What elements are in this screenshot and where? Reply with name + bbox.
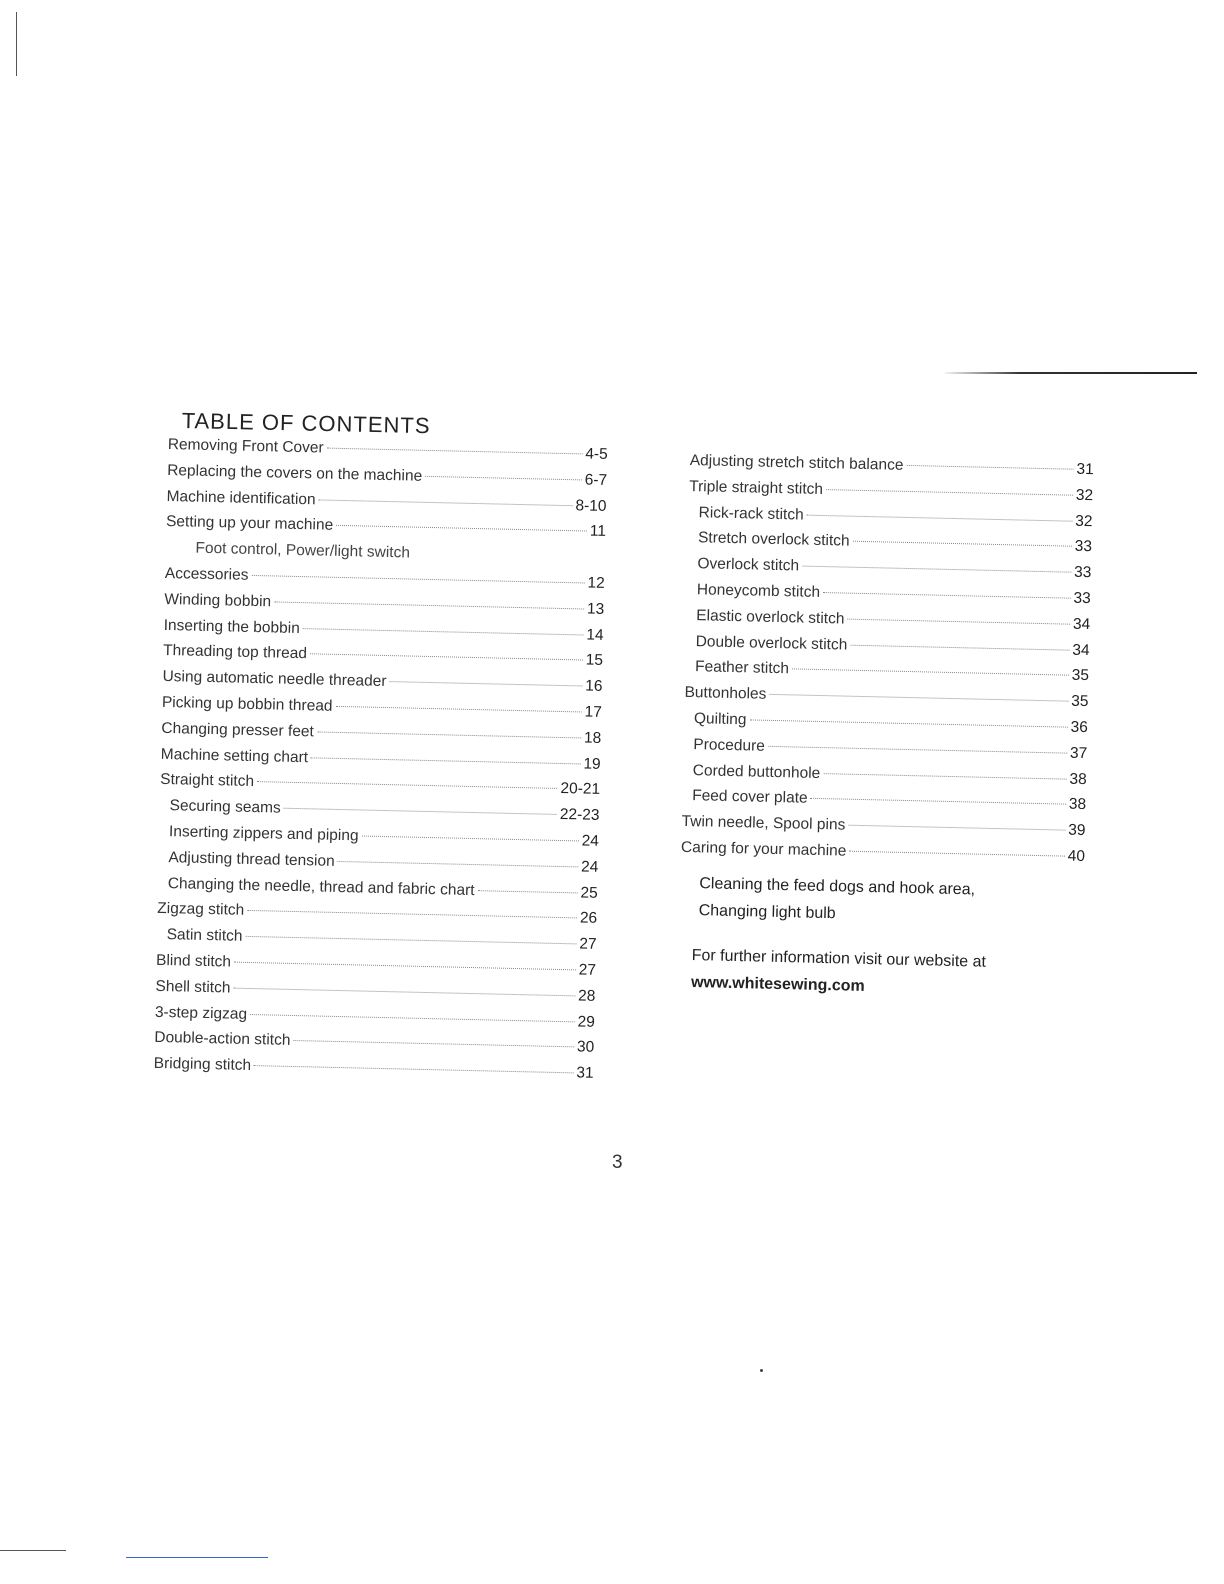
toc-entry-label: Setting up your machine — [165, 513, 334, 535]
dot-leader — [247, 910, 577, 918]
dot-leader — [826, 489, 1073, 496]
toc-entry-label: Double-action stitch — [154, 1029, 291, 1050]
dot-leader — [251, 575, 584, 584]
toc-entry-page: 39 — [1068, 821, 1086, 840]
toc-entry-label: Accessories — [164, 564, 249, 584]
dot-leader — [317, 731, 581, 738]
care-subitem: Cleaning the feed dogs and hook area, — [699, 875, 976, 899]
toc-entry-page: 22-23 — [559, 806, 600, 825]
dot-leader — [811, 798, 1066, 805]
toc-entry-label: Elastic overlock stitch — [696, 606, 845, 628]
toc-entry-page: 34 — [1072, 615, 1091, 633]
toc-entry-label: Buttonholes — [684, 684, 767, 703]
toc-entry-page: 11 — [589, 522, 607, 541]
toc-entry-page: 32 — [1075, 486, 1094, 504]
website-info — [690, 875, 1072, 1005]
toc-entry-label: Foot control, Power/light switch — [195, 539, 411, 562]
dot-leader — [336, 706, 582, 713]
toc-entry-label: Using automatic needle threader — [162, 668, 387, 691]
dot-leader — [245, 936, 576, 945]
toc-entry-label: Rick-rack stitch — [698, 503, 804, 524]
toc-entry-label: Removing Front Cover — [167, 436, 324, 457]
dot-leader — [769, 694, 1068, 702]
toc-entry-label: Inserting the bobbin — [163, 616, 301, 637]
toc-entry-page: 4-5 — [585, 445, 608, 463]
toc-entry-label: Threading top thread — [162, 642, 308, 663]
toc-entry-label: Straight stitch — [160, 771, 255, 791]
toc-entry-page: 30 — [576, 1038, 595, 1057]
scan-speck — [760, 1369, 763, 1372]
dot-leader — [293, 1040, 574, 1047]
toc-entry-label: Picking up bobbin thread — [161, 693, 333, 715]
toc-entry-page: 6-7 — [584, 471, 608, 489]
toc-entry-page: 18 — [583, 729, 602, 747]
toc-entry-page: 12 — [587, 574, 605, 592]
dot-leader — [850, 644, 1069, 650]
toc-entry-label: Adjusting thread tension — [168, 848, 335, 870]
toc-entry-label: Changing presser feet — [161, 719, 315, 741]
toc-entry-label: Replacing the covers on the machine — [167, 461, 423, 485]
header-rule — [945, 372, 1197, 374]
toc-entry-page: 27 — [578, 961, 597, 979]
toc-entry-label: Adjusting stretch stitch balance — [689, 452, 904, 474]
toc-entry-label: Blind stitch — [155, 951, 232, 971]
toc-entry-page: 29 — [577, 1012, 596, 1031]
toc-entry-label: Quilting — [693, 710, 747, 729]
toc-entry-label: Winding bobbin — [164, 590, 272, 611]
toc-entry-label: Machine identification — [166, 487, 316, 508]
blue-underline — [126, 1557, 268, 1558]
dot-leader — [847, 618, 1070, 624]
toc-entry-label: Shell stitch — [155, 977, 231, 997]
dot-leader — [254, 1065, 573, 1073]
page-number: 3 — [612, 1152, 623, 1173]
toc-entry-label: Overlock stitch — [697, 555, 800, 575]
toc-entry-label: Changing the needle, thread and fabric chart — [167, 874, 475, 899]
toc-entry-page: 25 — [580, 884, 598, 902]
dot-leader — [234, 962, 576, 971]
toc-entry-label: Double overlock stitch — [695, 632, 848, 654]
toc-entry-page: 20-21 — [560, 780, 601, 799]
toc-entry-label: Corded buttonhole — [692, 761, 821, 782]
dot-leader — [274, 601, 584, 609]
toc-entry-label: Twin needle, Spool pins — [681, 813, 846, 834]
dot-leader — [823, 773, 1066, 780]
dot-leader — [823, 592, 1071, 599]
dot-leader — [250, 1014, 574, 1022]
toc-entry-page: 24 — [581, 832, 600, 850]
toc-entry-page: 19 — [583, 755, 601, 773]
toc-entry-page: 14 — [586, 626, 604, 644]
dot-leader — [390, 681, 583, 686]
toc-left-column — [153, 436, 608, 1091]
dot-leader — [807, 514, 1073, 521]
toc-entry-label: Zigzag stitch — [157, 900, 245, 920]
dot-leader — [327, 448, 583, 455]
toc-entry-label: Stretch overlock stitch — [697, 529, 850, 551]
toc-entry-page: 17 — [584, 703, 603, 721]
toc-entry-label: Bridging stitch — [153, 1054, 252, 1075]
toc-entry-page: 24 — [580, 858, 599, 876]
dot-leader — [792, 669, 1069, 676]
toc-entry-page: 31 — [1076, 460, 1094, 479]
dot-leader — [284, 808, 557, 815]
dot-leader — [848, 825, 1065, 831]
toc-entry-page: 31 — [576, 1064, 594, 1082]
dot-leader — [768, 746, 1067, 754]
dot-leader — [906, 465, 1073, 470]
toc-entry-page: 16 — [584, 677, 603, 696]
dot-leader — [362, 835, 579, 841]
dot-leader — [338, 861, 578, 867]
toc-entry-page: 26 — [579, 909, 598, 928]
website-link[interactable]: www.whitesewing.com — [690, 973, 865, 995]
toc-entry-label: Caring for your machine — [680, 838, 847, 860]
toc-entry-label: Machine setting chart — [160, 745, 309, 766]
toc-entry-page: 35 — [1071, 667, 1090, 685]
toc-entry-page: 33 — [1074, 538, 1093, 556]
toc-entry-page: 38 — [1068, 796, 1087, 814]
toc-entry-label: 3-step zigzag — [154, 1003, 248, 1023]
toc-entry-label: Feather stitch — [694, 658, 790, 678]
dot-leader — [310, 654, 583, 661]
dot-leader — [311, 757, 580, 764]
toc-entry-page: 35 — [1070, 692, 1089, 711]
toc-entry-page: 13 — [586, 600, 605, 618]
dot-leader — [336, 525, 587, 532]
toc-title: TABLE OF CONTENTS — [181, 408, 431, 439]
toc-entry-page: 40 — [1067, 847, 1086, 866]
toc-entry-page: 37 — [1069, 744, 1088, 762]
care-subitem: Changing light bulb — [698, 902, 836, 923]
dot-leader — [849, 851, 1064, 857]
toc-entry-page: 27 — [579, 935, 597, 953]
dot-leader — [257, 781, 557, 789]
toc-entry-page: 28 — [577, 987, 596, 1005]
toc-entry-label: Honeycomb stitch — [696, 581, 821, 601]
toc-entry-page: 33 — [1073, 563, 1092, 582]
scan-edge-line — [16, 12, 17, 76]
toc-entry-page: 33 — [1073, 589, 1091, 608]
toc-entry-page: 34 — [1072, 641, 1090, 659]
toc-entry-page: 32 — [1075, 512, 1093, 530]
toc-right-column — [681, 452, 1094, 874]
toc-entry-page: 38 — [1069, 770, 1087, 788]
scan-edge-line-bottom — [0, 1550, 66, 1551]
toc-entry-label: Feed cover plate — [692, 787, 808, 808]
toc-entry-page: 8-10 — [575, 496, 607, 515]
toc-entry-page: 15 — [585, 651, 604, 670]
dot-leader — [233, 987, 575, 996]
toc-entry-page: 36 — [1070, 718, 1089, 737]
toc-entry-label: Procedure — [693, 735, 766, 755]
dot-leader — [853, 541, 1072, 547]
dot-leader — [319, 499, 573, 506]
toc-entry-label: Satin stitch — [166, 926, 243, 945]
dot-leader — [749, 719, 1067, 727]
dot-leader — [478, 890, 578, 893]
info-text: For further information visit our website at — [691, 946, 987, 971]
toc-entry-label: Inserting zippers and piping — [168, 823, 359, 845]
toc-entry-label: Securing seams — [169, 797, 281, 817]
toc-entry-label: Triple straight stitch — [689, 477, 824, 498]
dot-leader — [425, 476, 582, 481]
dot-leader — [303, 628, 584, 635]
dot-leader — [802, 566, 1071, 573]
